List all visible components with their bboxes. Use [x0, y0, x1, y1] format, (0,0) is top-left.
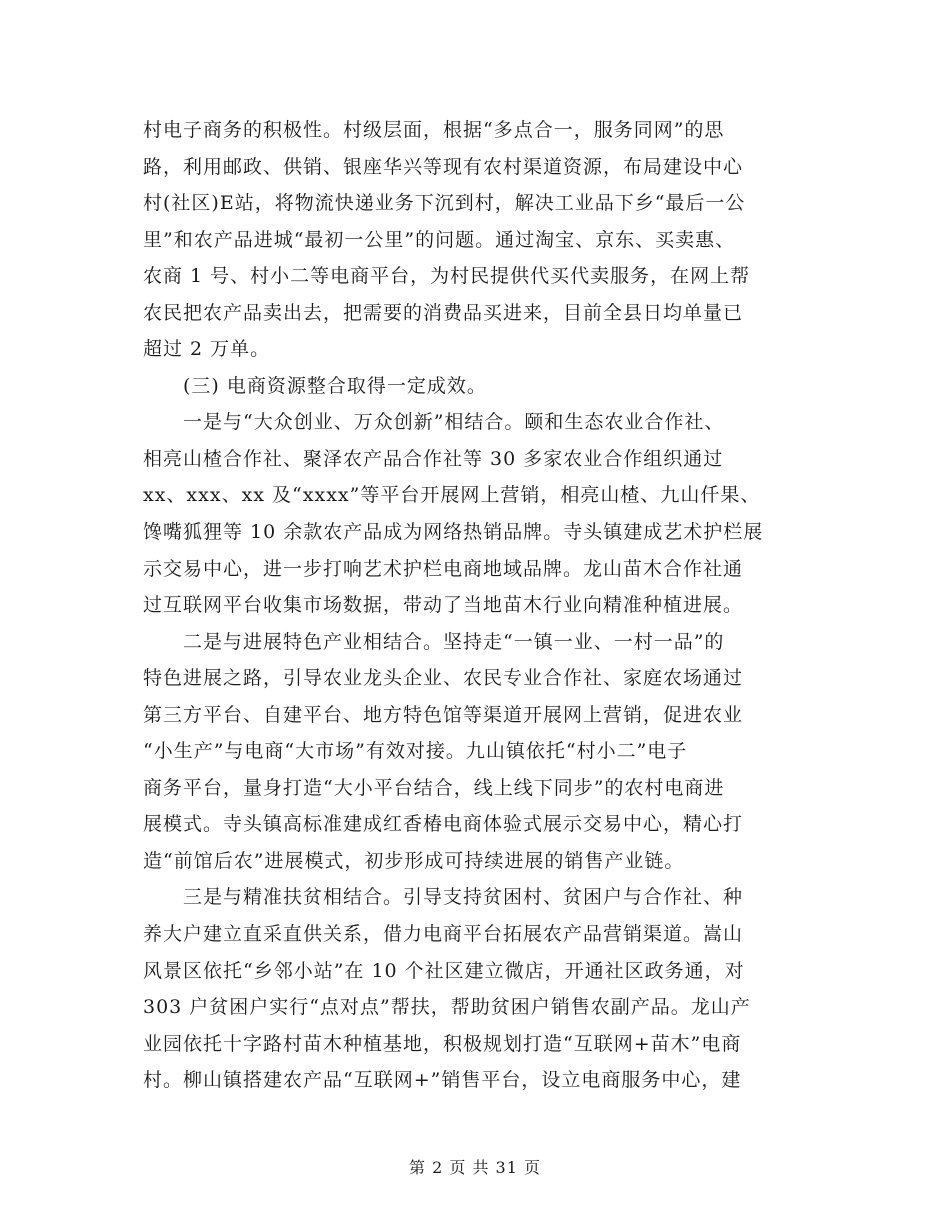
text-line: 特色进展之路，引导农业龙头企业、农民专业合作社、家庭农场通过 — [143, 667, 744, 690]
text-line: 馋嘴狐狸等 10 余款农产品成为网络热销品牌。寺头镇建成艺术护栏展 — [143, 521, 764, 544]
page-number-footer: 第 2 页 共 31 页 — [409, 1158, 541, 1177]
text-line: 过互联网平台收集市场数据，带动了当地苗木行业向精准种植进展。 — [143, 594, 744, 617]
text-line: 造“前馆后农”进展模式，初步形成可持续进展的销售产业链。 — [143, 849, 685, 872]
text-line: 风景区依托“乡邻小站”在 10 个社区建立微店，开通社区政务通，对 — [143, 959, 745, 982]
text-line: 里”和农产品进城“最初一公里”的问题。通过淘宝、京东、买卖惠、 — [143, 228, 736, 251]
text-line: 示交易中心，进一步打响艺术护栏电商地域品牌。龙山苗木合作社通 — [143, 557, 744, 580]
text-line: 相亮山楂合作社、聚泽农产品合作社等 30 多家农业合作组织通过 — [143, 447, 724, 470]
text-line: “小生产”与电商“大市场”有效对接。九山镇依托“村小二”电子 — [143, 740, 688, 763]
text-line: 超过 2 万单。 — [143, 338, 271, 361]
text-line: 村。柳山镇搭建农产品“互联网+”销售平台，设立电商服务中心，建 — [143, 1069, 742, 1092]
text-line: 村(社区)E站，将物流快递业务下沉到村，解决工业品下乡“最后一公 — [143, 192, 746, 215]
text-line: 二是与进展特色产业相结合。坚持走“一镇一业、一村一品”的 — [183, 630, 725, 653]
text-line: 农民把农产品卖出去，把需要的消费品买进来，目前全县日均单量已 — [143, 301, 744, 324]
text-line: 商务平台，量身打造“大小平台结合，线上线下同步”的农村电商进 — [143, 776, 725, 799]
text-line: 三是与精准扶贫相结合。引导支持贫困村、贫困户与合作社、种 — [183, 886, 744, 909]
text-line: 303 户贫困户实行“点对点”帮扶，帮助贫困户销售农副产品。龙山产 — [143, 996, 751, 1019]
text-line: 业园依托十字路村苗木种植基地，积极规划打造“互联网+苗木”电商 — [143, 1032, 742, 1055]
text-line: 村电子商务的积极性。村级层面，根据“多点合一，服务同网”的思 — [143, 119, 725, 141]
text-line: 农商 1 号、村小二等电商平台，为村民提供代买代卖服务，在网上帮 — [143, 265, 751, 288]
text-line: 第三方平台、自建平台、地方特色馆等渠道开展网上营销，促进农业 — [143, 703, 744, 726]
document-body — [143, 112, 815, 1099]
text-line: 路，利用邮政、供销、银座华兴等现有农村渠道资源，布局建设中心 — [143, 155, 744, 178]
text-line: xx、xxx、xx 及“xxxx”等平台开展网上营销，相亮山楂、九山仟果、 — [143, 484, 761, 507]
text-line: 展模式。寺头镇高标准建成红香椿电商体验式展示交易中心，精心打 — [143, 813, 744, 836]
text-line: 一是与“大众创业、万众创新”相结合。颐和生态农业合作社、 — [183, 411, 725, 434]
section-heading: (三) 电商资源整合取得一定成效。 — [183, 374, 487, 397]
text-line: 养大户建立直采直供关系，借力电商平台拓展农产品营销渠道。嵩山 — [143, 923, 744, 946]
